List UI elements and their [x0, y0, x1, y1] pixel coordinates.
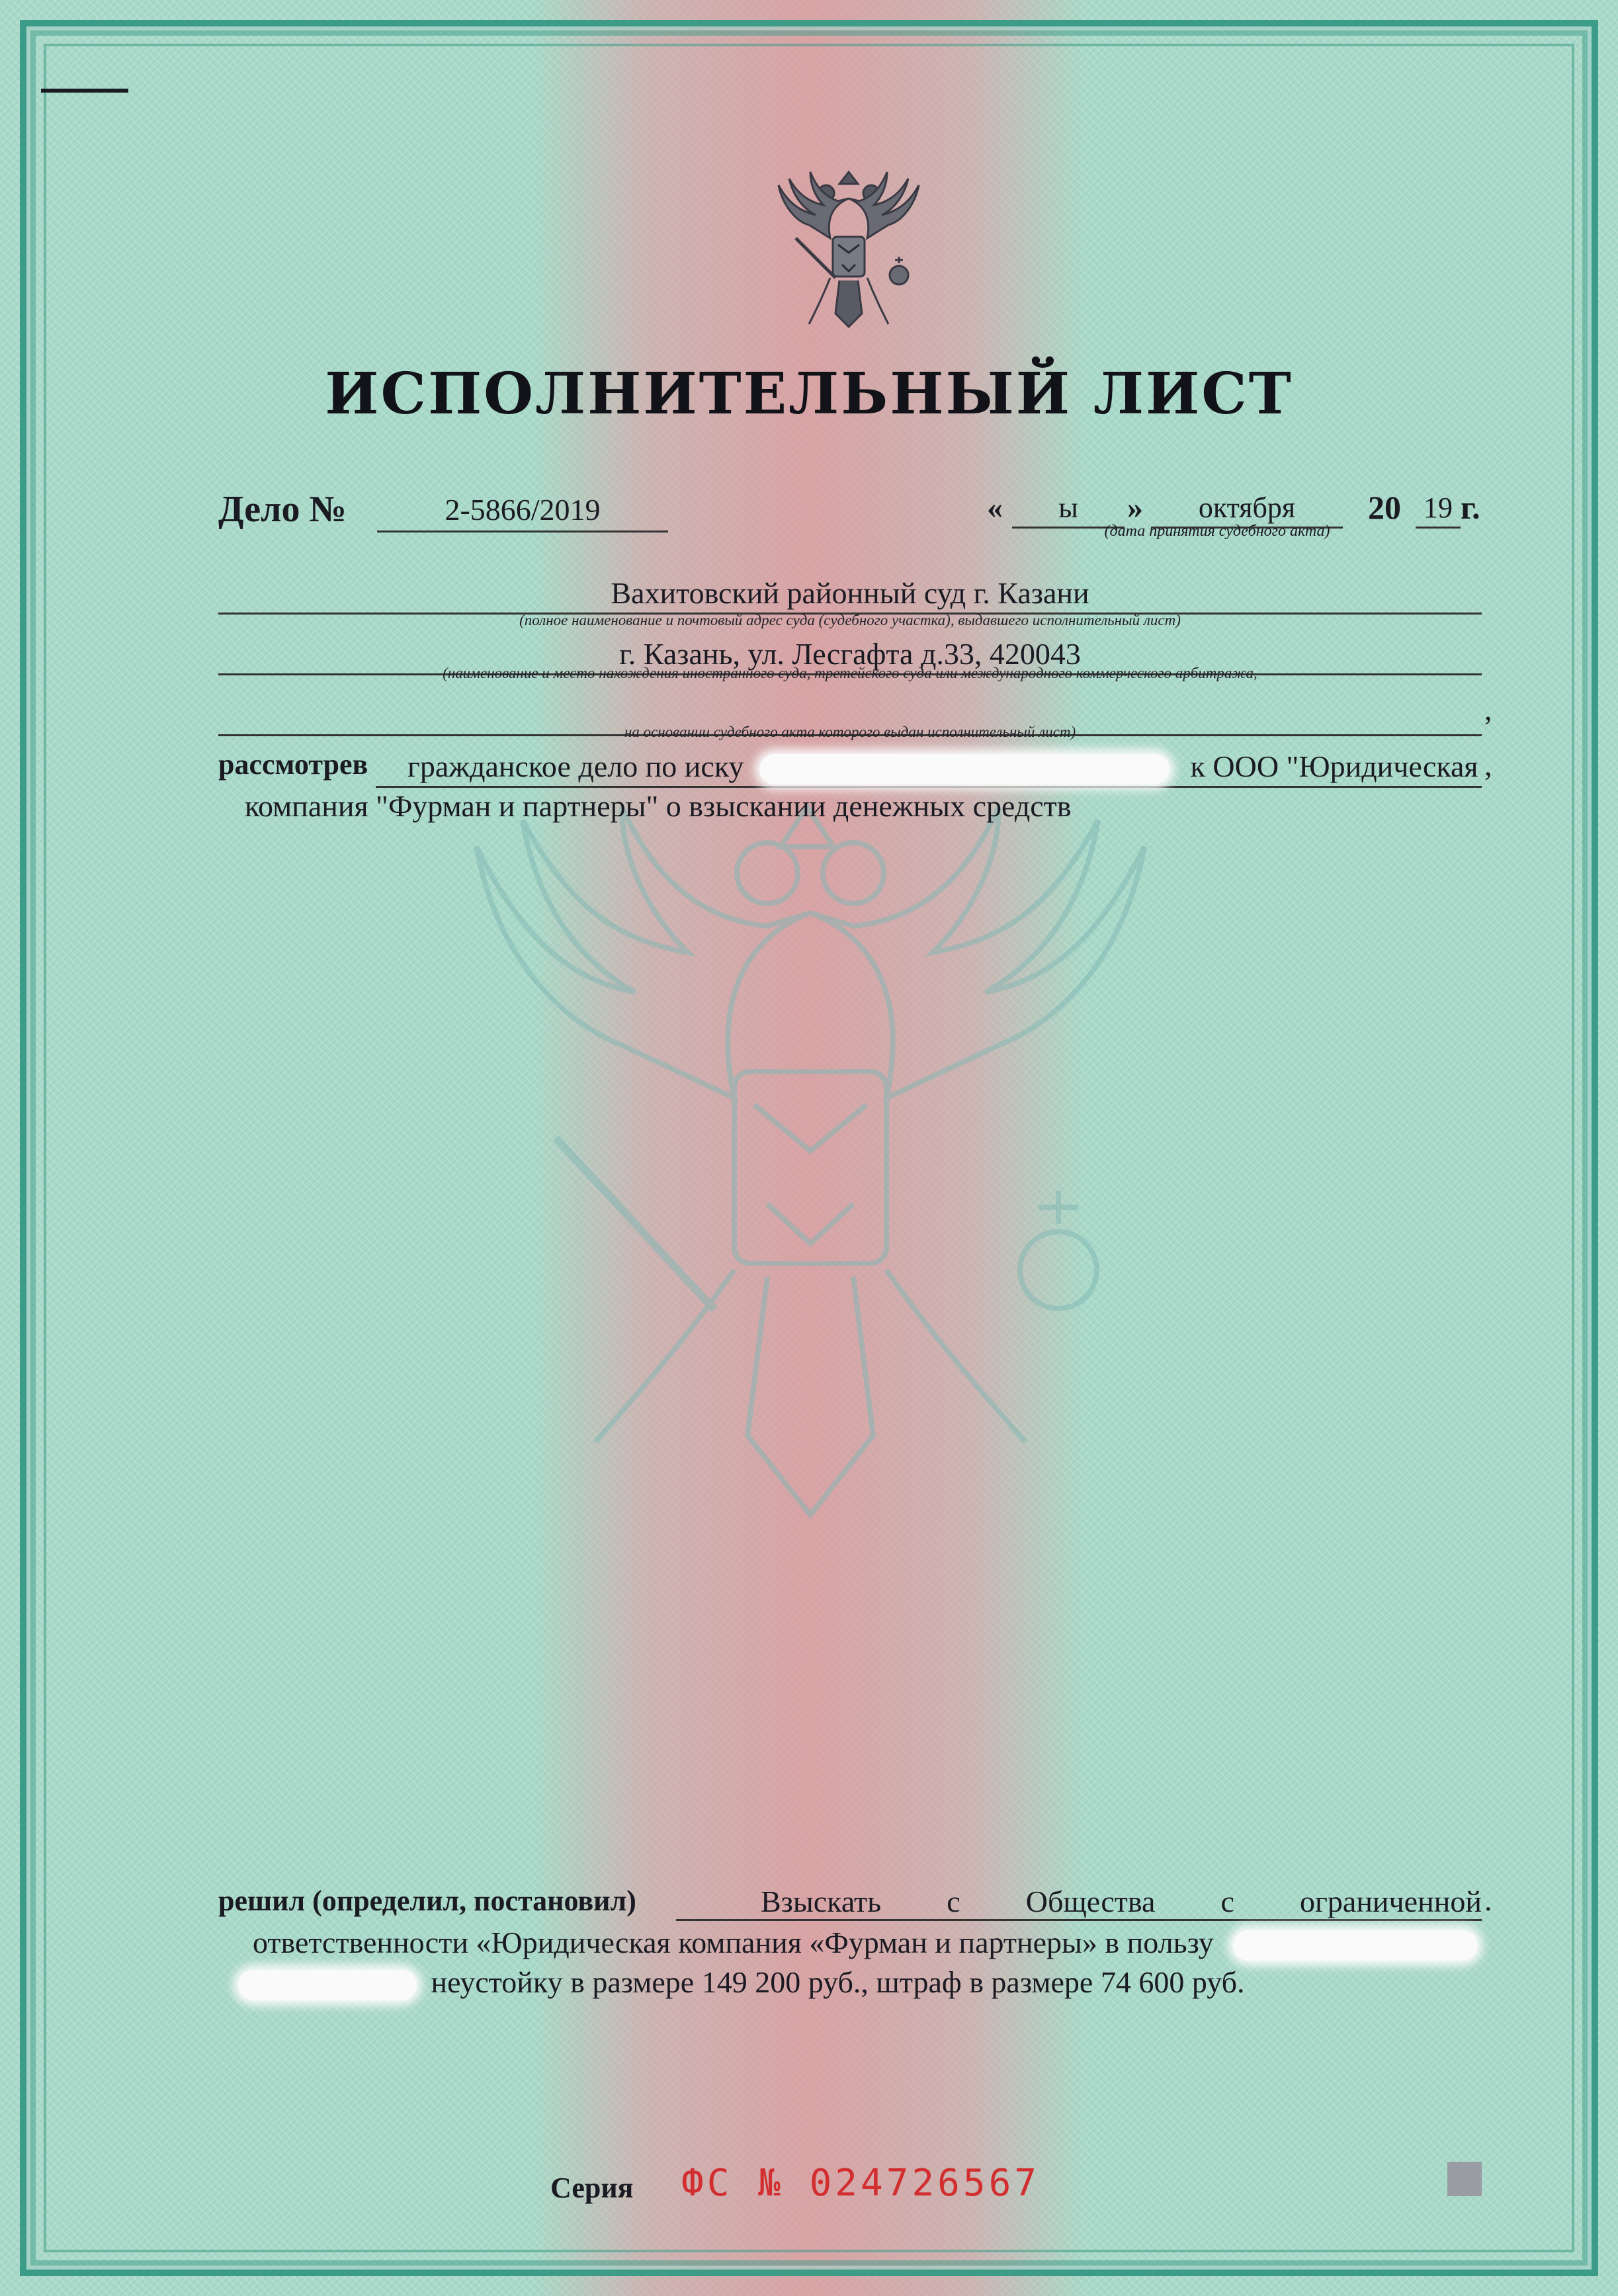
court-name: Вахитовский районный суд г. Казани [218, 574, 1482, 615]
watermark-eagle-icon [423, 794, 1191, 1535]
date-year: 19 [1416, 489, 1461, 529]
blank-line-comma: , [1484, 693, 1492, 726]
decided-line2-text: ответственности «Юридическая компания «Фурман и партнеры» в пользу [253, 1926, 1214, 1959]
decided-line [676, 1883, 1482, 1921]
eagle-emblem-icon [769, 159, 928, 337]
case-number: 2-5866/2019 [377, 491, 668, 532]
series-number: ФС № 024726567 [681, 2162, 1041, 2205]
decided-dot: . [1484, 1883, 1492, 1917]
date-quote-close: » [1127, 490, 1143, 525]
court-name-caption: (полное наименование и почтовый адрес суда (судебного участка), выдавшего исполнительный лист) [519, 612, 1181, 628]
date-century: 20 [1368, 489, 1401, 526]
decided-word: ограниченной [1300, 1885, 1482, 1918]
considered-text-start: гражданское дело по иску [407, 749, 744, 783]
series-marker-square [1447, 2162, 1482, 2196]
decided-continuation-2 [238, 1965, 1245, 2000]
document-title: ИСПОЛНИТЕЛЬНЫЙ ЛИСТ [325, 361, 1293, 427]
case-label: Дело № [218, 489, 347, 530]
redacted-beneficiary-surname [238, 1970, 417, 2000]
redacted-plaintiff-name [759, 754, 1170, 785]
court-address: г. Казань, ул. Лесгафта д.33, 420043 [218, 635, 1482, 675]
considered-continuation: компания "Фурман и партнеры" о взыскании денежных средств [245, 789, 1072, 823]
date-caption: (дата принятия судебного акта) [1104, 523, 1330, 540]
considered-line [376, 747, 1482, 788]
decided-continuation-1 [253, 1925, 1478, 1961]
decided-word: Взыскать [761, 1885, 882, 1918]
date-quote-open: « [987, 490, 1003, 525]
decided-word: Общества [1025, 1885, 1156, 1918]
decided-word: с [1220, 1885, 1234, 1918]
date-suffix: г. [1461, 489, 1480, 526]
series-label: Серия [550, 2172, 634, 2204]
date-day: ы [1012, 489, 1125, 529]
considered-text-end: к ООО "Юридическая [1190, 749, 1478, 783]
foreign-court-caption: (наименование и место нахождения иностранного суда, третейского суда или международного коммерческого арбитража, [443, 665, 1257, 681]
considered-comma: , [1484, 748, 1492, 782]
basis-caption: на основании судебного акта которого выдан исполнительный лист) [624, 724, 1076, 740]
decided-label: решил (определил, постановил) [218, 1885, 636, 1917]
date-month: октября [1151, 489, 1343, 529]
considered-label: рассмотрев [218, 748, 368, 781]
redacted-beneficiary-name [1233, 1930, 1478, 1961]
decided-word: с [947, 1885, 960, 1918]
corner-mark [41, 89, 128, 93]
decided-line3-text: неустойку в размере 149 200 руб., штраф в размере 74 600 руб. [431, 1965, 1245, 1999]
